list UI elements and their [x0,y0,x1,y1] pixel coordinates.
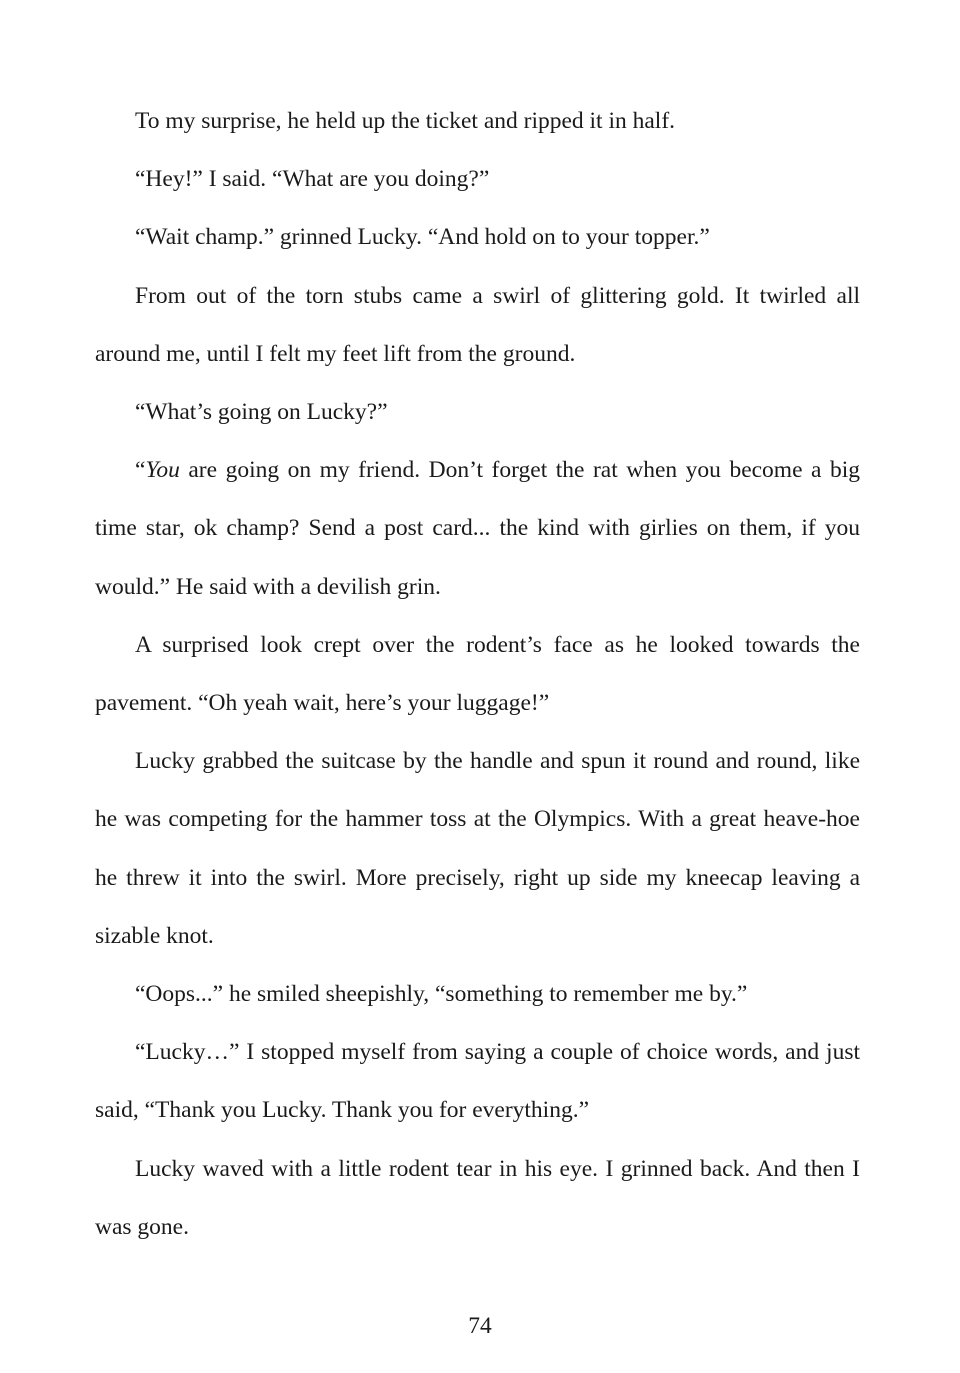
paragraph-11: Lucky waved with a little rodent tear in his eye. I grinned back. And then I was gone. [95,1155,860,1240]
page-number: 74 [468,1313,492,1339]
emphasized-word: You [145,457,180,484]
paragraph-5: “What’s going on Lucky?” [135,399,388,426]
open-quote: “ [135,457,146,484]
paragraph-6-rest: are going on my friend. Don’t forget the rat when you become a big time star, ok champ? Send a post card... the kind with girlies on them, if you would.” He said with a devilish grin. [95,457,860,600]
paragraph-3: “Wait champ.” grinned Lucky. “And hold on to your topper.” [135,224,710,251]
paragraph-9: “Oops...” he smiled sheepishly, “something to remember me by.” [135,981,748,1008]
paragraph-7: A surprised look crept over the rodent’s face as he looked towards the pavement. “Oh yeah wait, here’s your luggage!” [95,631,860,717]
paragraph-1: To my surprise, he held up the ticket and ripped it in half. [135,108,676,134]
paragraph-2: “Hey!” I said. “What are you doing?” [135,166,490,193]
page-body [95,92,860,1256]
paragraph-8: Lucky grabbed the suitcase by the handle and spun it round and round, like he was competing for the hammer toss at the Olympics. With a great heave-hoe he threw it into the swirl. More precisely, right up side my kneecap leaving a sizable knot. [95,748,860,949]
paragraph-10: “Lucky…” I stopped myself from saying a couple of choice words, and just said, “Thank you Lucky. Thank you for everything.” [95,1039,860,1124]
paragraph-6 [95,441,860,616]
paragraph-4: From out of the torn stubs came a swirl of glittering gold. It twirled all around me, until I felt my feet lift from the ground. [95,282,860,367]
